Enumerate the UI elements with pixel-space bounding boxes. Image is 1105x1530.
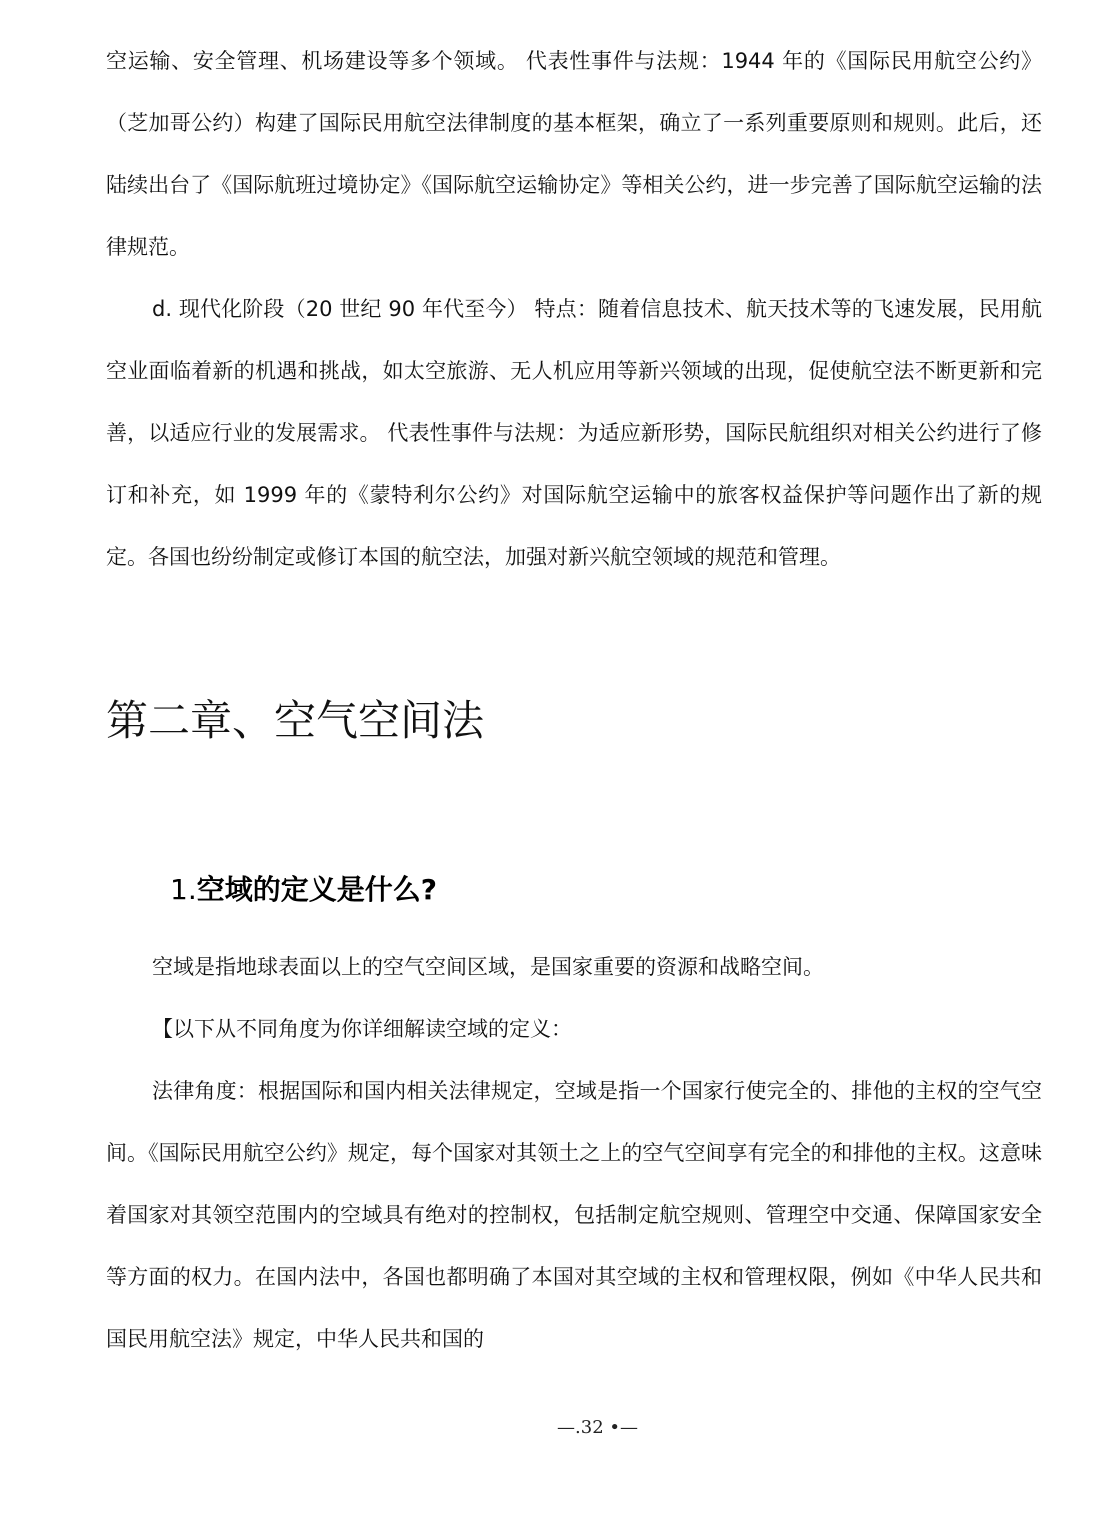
paragraph-intro-perspectives: 【以下从不同角度为你详细解读空域的定义： [152,1017,572,1041]
chapter-title: 第二章、空气空间法 [106,696,485,745]
section-number: 1. [170,873,197,906]
section-title: 空域的定义是什么? [196,873,437,906]
paragraph-history-stage-c: 空运输、安全管理、机场建设等多个领域。 代表性事件与法规：1944 年的《国际民用航空公约》（芝加哥公约）构建了国际民用航空法律制度的基本框架，确立了一系列重要原则和规则。此后，还陆续出台了《国际航班过境协定》《国际航空运输协定》等相关公约，进一步完善了国际航空运输的法律规范。 [106,49,1042,259]
paragraph-modern-stage: d. 现代化阶段（20 世纪 90 年代至今） 特点：随着信息技术、航天技术等的飞速发展，民用航空业面临着新的机遇和挑战，如太空旅游、无人机应用等新兴领域的出现，促使航空法不断更新和完善，以适应行业的发展需求。 代表性事件与法规：为适应新形势，国际民航组织对相关公约进行了修订和补充，如 1999 年的《蒙特利尔公约》对国际航空运输中的旅客权益保护等问题作出了新的规定。各国也纷纷制定或修订本国的航空法，加强对新兴航空领域的规范和管理。 [106,297,1042,569]
paragraph-legal-perspective: 法律角度：根据国际和国内相关法律规定，空域是指一个国家行使完全的、排他的主权的空气空间。《国际民用航空公约》规定，每个国家对其领土之上的空气空间享有完全的和排他的主权。这意味着国家对其领空范围内的空域具有绝对的控制权，包括制定航空规则、管理空中交通、保障国家安全等方面的权力。在国内法中，各国也都明确了本国对其空域的主权和管理权限，例如《中华人民共和国民用航空法》规定，中华人民共和国的 [106,1079,1042,1351]
section-heading [170,862,437,918]
page-number: —.32 •— [557,1417,638,1438]
paragraph-airspace-definition: 空域是指地球表面以上的空气空间区域，是国家重要的资源和战略空间。 [152,955,824,979]
